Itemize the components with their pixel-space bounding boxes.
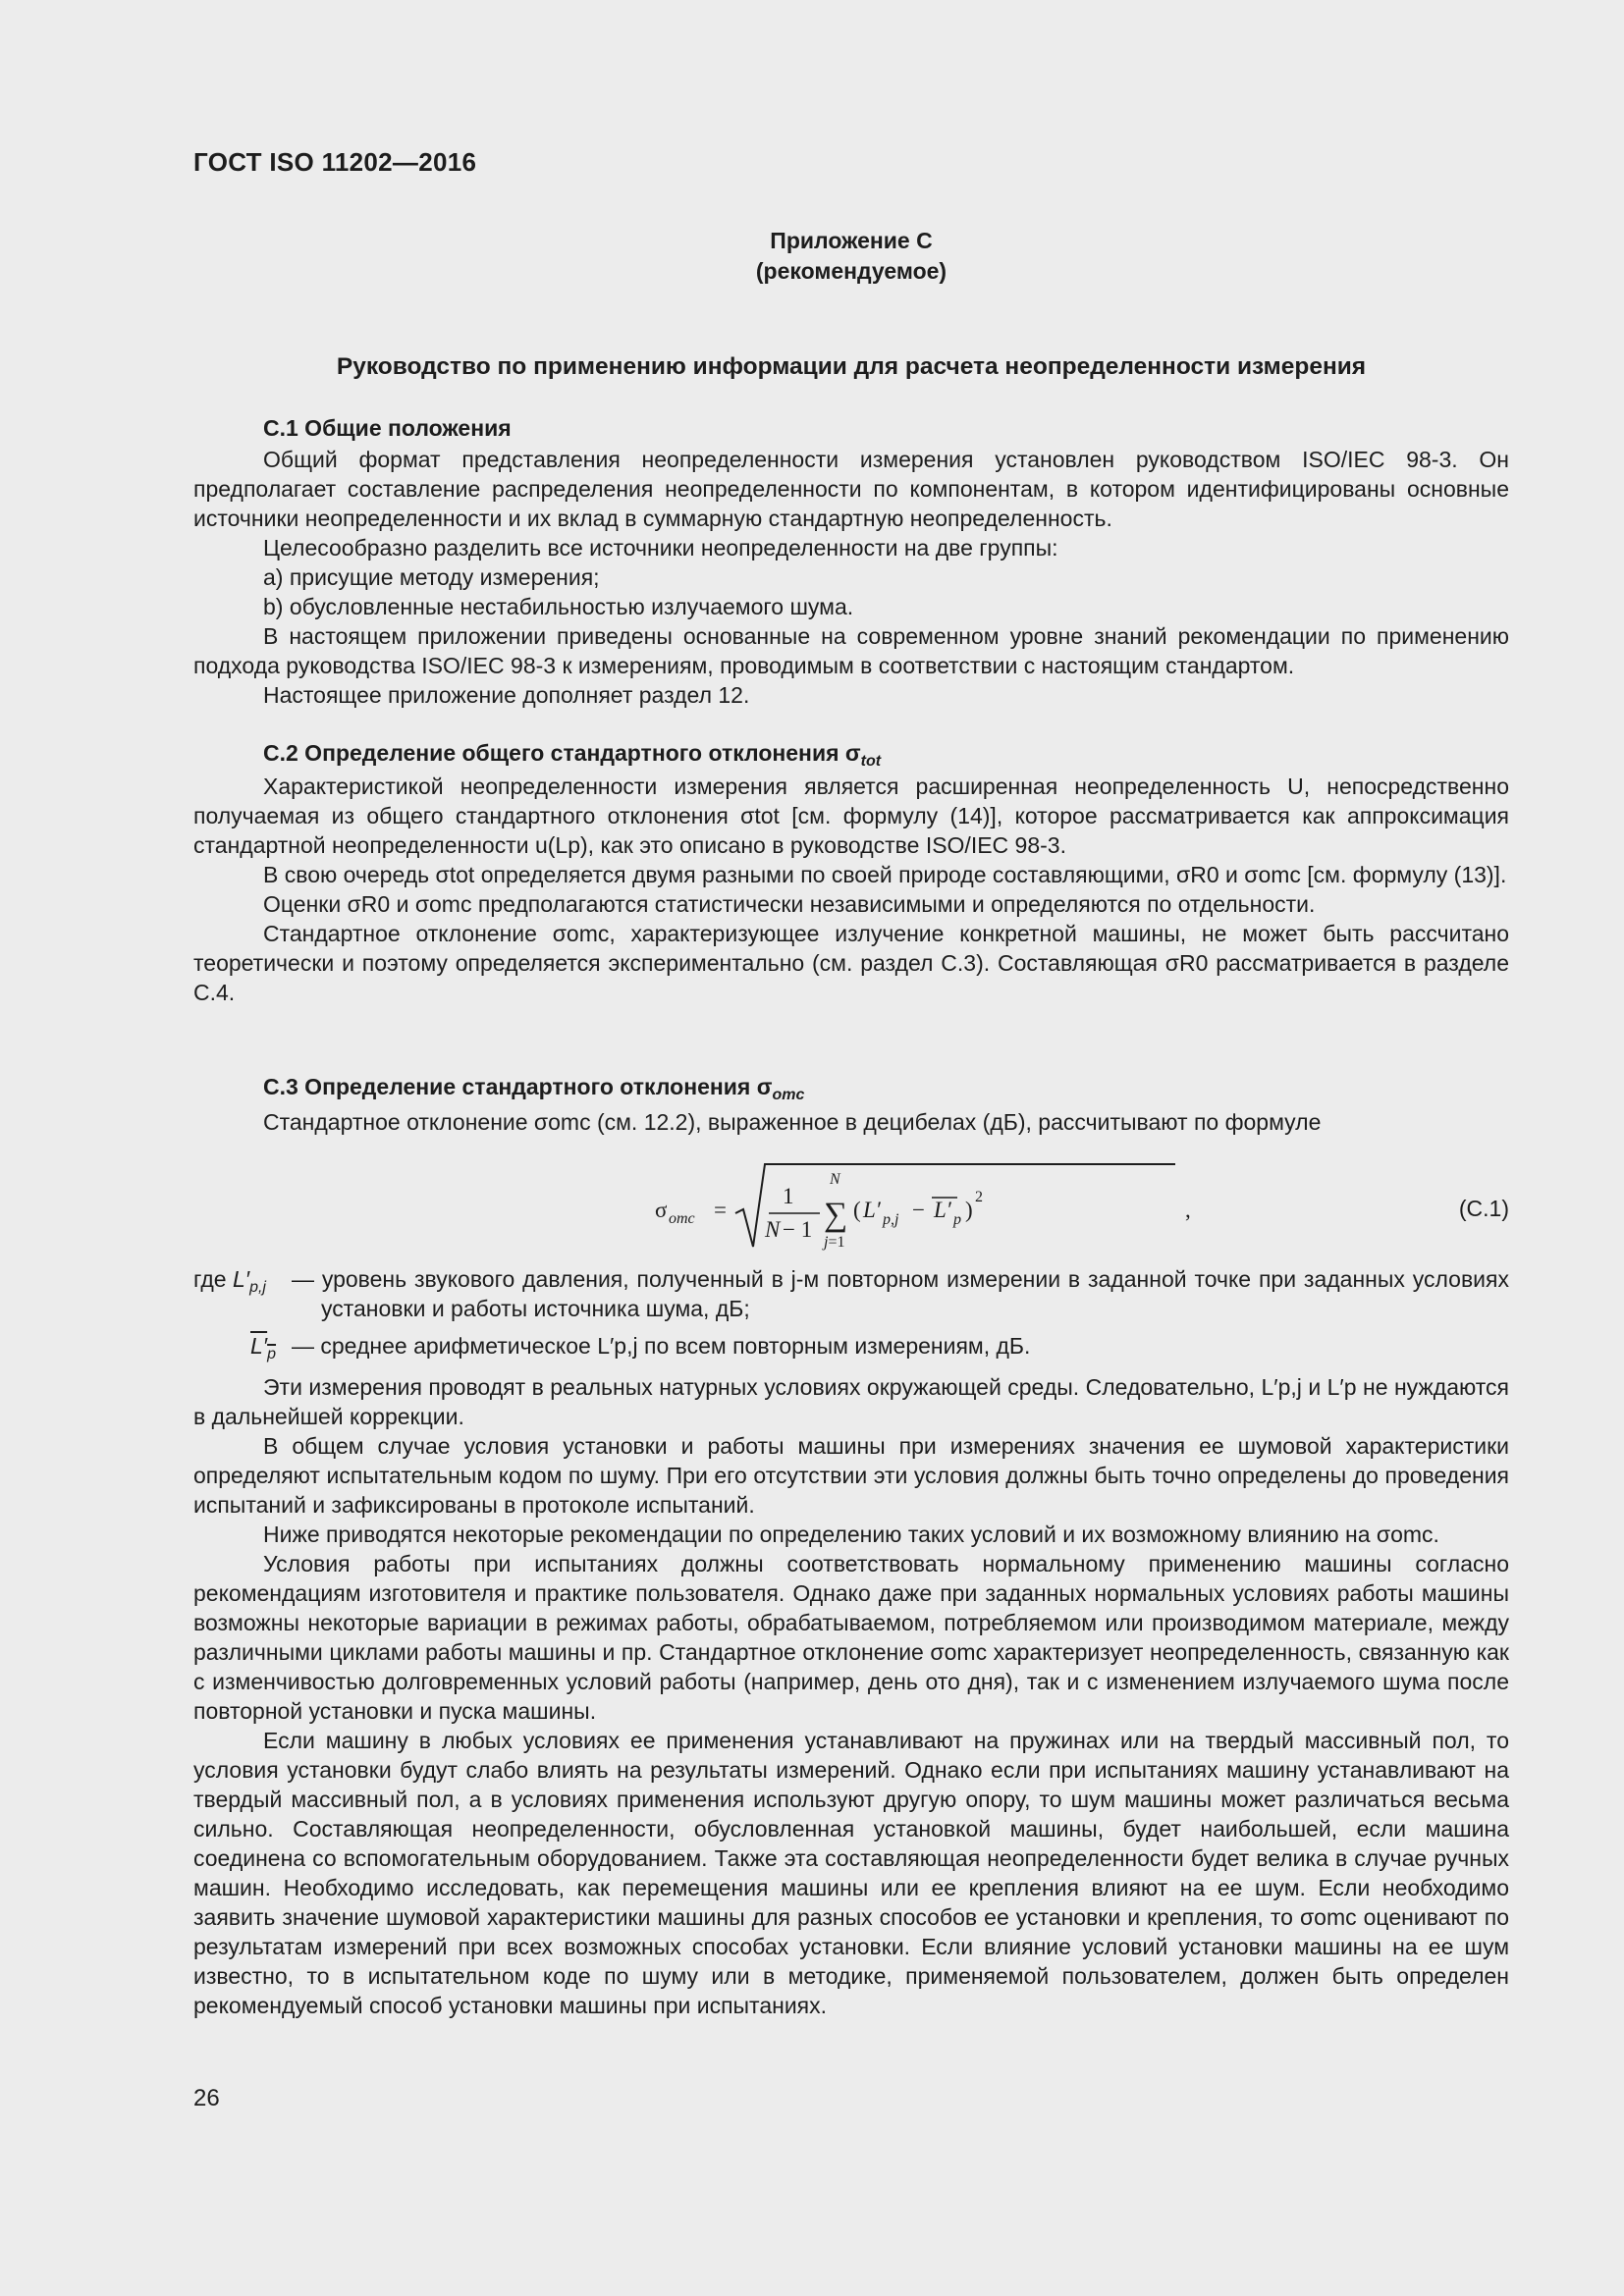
section-c3 xyxy=(193,1072,1509,1137)
list-item: a) присущие методу измерения; xyxy=(263,564,600,590)
section-heading: С.1 Общие положения xyxy=(263,415,512,441)
svg-text:=: = xyxy=(714,1198,727,1222)
svg-text:L′: L′ xyxy=(934,1198,951,1222)
definition-item xyxy=(193,1331,1509,1361)
svg-text:N: N xyxy=(765,1217,781,1242)
paragraph: В общем случае условия установки и работы машины при измерениях значения ее шумовой характеристики определяют испытательным кодом по шуму. При его отсутствии эти условия должны быть точно определены до проведения испытаний и зафиксированы в протоколе испытаний. xyxy=(193,1433,1509,1518)
svg-text:−: − xyxy=(912,1198,925,1222)
definition-text: — уровень звукового давления, полученный в j-м повторном измерении в заданной точке при заданных условиях установки и работы источника шума, дБ; xyxy=(292,1266,1509,1321)
paragraph: Настоящее приложение дополняет раздел 12. xyxy=(263,682,750,708)
paragraph: Стандартное отклонение σomc (см. 12.2), выраженное в децибелах (дБ), рассчитывают по формуле xyxy=(263,1109,1322,1135)
paragraph: Общий формат представления неопределенности измерения установлен руководством ISO/IEC 98-3. Он предполагает составление распределения неопределенности по компонентам, в котором идентифицированы основные источники неопределенности и их вклад в суммарную стандартную неопределенность. xyxy=(193,447,1509,531)
appendix-title: Приложение С xyxy=(770,228,933,253)
definition-term: $L'_p$ xyxy=(250,1333,277,1362)
section-c3-body xyxy=(193,1372,1509,2020)
paragraph: Эти измерения проводят в реальных натурных условиях окружающей среды. Следовательно, L′p,j и L′p не нуждаются в дальнейшей коррекции. xyxy=(193,1374,1509,1429)
page-number: 26 xyxy=(193,2085,220,2111)
paragraph: Если машину в любых условиях ее применения устанавливают на пружинах или на твердый массивный пол, то условия установки будут слабо влиять на результаты измерений. Однако если при испытаниях машину устанавливают на твердый массивный пол, а в условиях применения используют другую опору, то шум машины может различаться весьма сильно. Составляющая неопределенности, обусловленная установкой машины, будет наибольшей, если машина соединена со вспомогательным оборудованием. Также эта составляющая неопределенности будет велика в случае ручных машин. Необходимо исследовать, как перемещения машины или ее крепления влияют на ее шум. Если необходимо заявить значение шумовой характеристики машины для разных способов ее установки и крепления, то σomc оценивают по результатам измерений при всех возможных способах установки. Если влияние условий установки машины на ее шум известно, то в испытательном коде по шуму или в методике, применяемой пользователем, должен быть определен рекомендуемый способ установки машины при испытаниях. xyxy=(193,1728,1509,2018)
svg-text:1: 1 xyxy=(783,1184,794,1208)
formula-graphic xyxy=(655,1156,1244,1251)
paragraph: Условия работы при испытаниях должны соответствовать нормальному применению машины согласно рекомендациям изготовителя и практике пользователя. Однако даже при заданных нормальных условиях работы машины возможны некоторые вариации в режимах работы, обрабатываемом, потребляемом или производимом материале, между различными циклами работы машины и пр. Стандартное отклонение σomc характеризует неопределенность, связанную как с изменчивостью долговременных условий работы (например, день ото дня), так и с изменением излучаемого шума после повторной установки и пуска машины. xyxy=(193,1551,1509,1724)
section-heading: С.3 Определение стандартного отклонения $\sigma_{omc}$ xyxy=(263,1074,805,1103)
svg-text:L′: L′ xyxy=(863,1198,881,1222)
paragraph: Стандартное отклонение σomc, характеризующее излучение конкретной машины, не может быть рассчитано теоретически и поэтому определяется экспериментально (см. раздел С.3). Составляющая σR0 рассматривается в разделе С.4. xyxy=(193,921,1509,1005)
paragraph: В настоящем приложении приведены основанные на современном уровне знаний рекомендации по применению подхода руководства ISO/IEC 98-3 к измерениям, проводимым в соответствии с настоящим стандартом. xyxy=(193,623,1509,678)
paragraph: Ниже приводятся некоторые рекомендации по определению таких условий и их возможному влиянию на σomc. xyxy=(263,1522,1439,1547)
list-item: b) обусловленные нестабильностью излучаемого шума. xyxy=(263,594,854,619)
svg-text:σ: σ xyxy=(655,1198,668,1222)
svg-text:− 1: − 1 xyxy=(783,1217,813,1242)
formula-c1 xyxy=(193,1156,1509,1251)
svg-text:N: N xyxy=(830,1171,840,1188)
formula-number: (С.1) xyxy=(1458,1196,1509,1221)
definition-term: где $L'_{p,j}$ xyxy=(193,1266,266,1296)
appendix-status: (рекомендуемое) xyxy=(755,258,947,284)
svg-text:omc: omc xyxy=(669,1210,695,1227)
svg-text:j=1: j=1 xyxy=(824,1234,845,1251)
definition-text: — среднее арифметическое L′p,j по всем повторным измерениям, дБ. xyxy=(292,1333,1031,1359)
document-code: ГОСТ ISO 11202—2016 xyxy=(193,147,477,177)
svg-text:(: ( xyxy=(853,1198,861,1222)
svg-text:): ) xyxy=(965,1198,973,1222)
svg-text:∑: ∑ xyxy=(824,1197,848,1233)
paragraph: Оценки σR0 и σomc предполагаются статистически независимыми и определяются по отдельности. xyxy=(263,891,1316,917)
paragraph: В свою очередь σtot определяется двумя разными по своей природе составляющими, σR0 и σomc [см. формулу (13)]. xyxy=(263,862,1507,887)
paragraph: Целесообразно разделить все источники неопределенности на две группы: xyxy=(263,535,1058,561)
section-c2 xyxy=(193,738,1509,1007)
svg-text:2: 2 xyxy=(975,1189,983,1205)
section-heading: С.2 Определение общего стандартного отклонения $\sigma_{tot}$ xyxy=(263,740,882,770)
svg-text:p: p xyxy=(953,1211,961,1228)
paragraph: Характеристикой неопределенности измерения является расширенная неопределенность U, непосредственно получаемая из общего стандартного отклонения σtot [см. формулу (14)], которое рассматривается как аппроксимация стандартной неопределенности u(Lp), как это описано в руководстве ISO/IEC 98-3. xyxy=(193,774,1509,858)
main-title: Руководство по применению информации для расчета неопределенности измерения xyxy=(336,353,1367,380)
svg-text:p,j: p,j xyxy=(883,1211,899,1228)
svg-text:,: , xyxy=(1185,1198,1191,1222)
section-c1 xyxy=(193,413,1509,710)
definition-item xyxy=(193,1264,1509,1323)
where-definitions xyxy=(193,1264,1509,1361)
